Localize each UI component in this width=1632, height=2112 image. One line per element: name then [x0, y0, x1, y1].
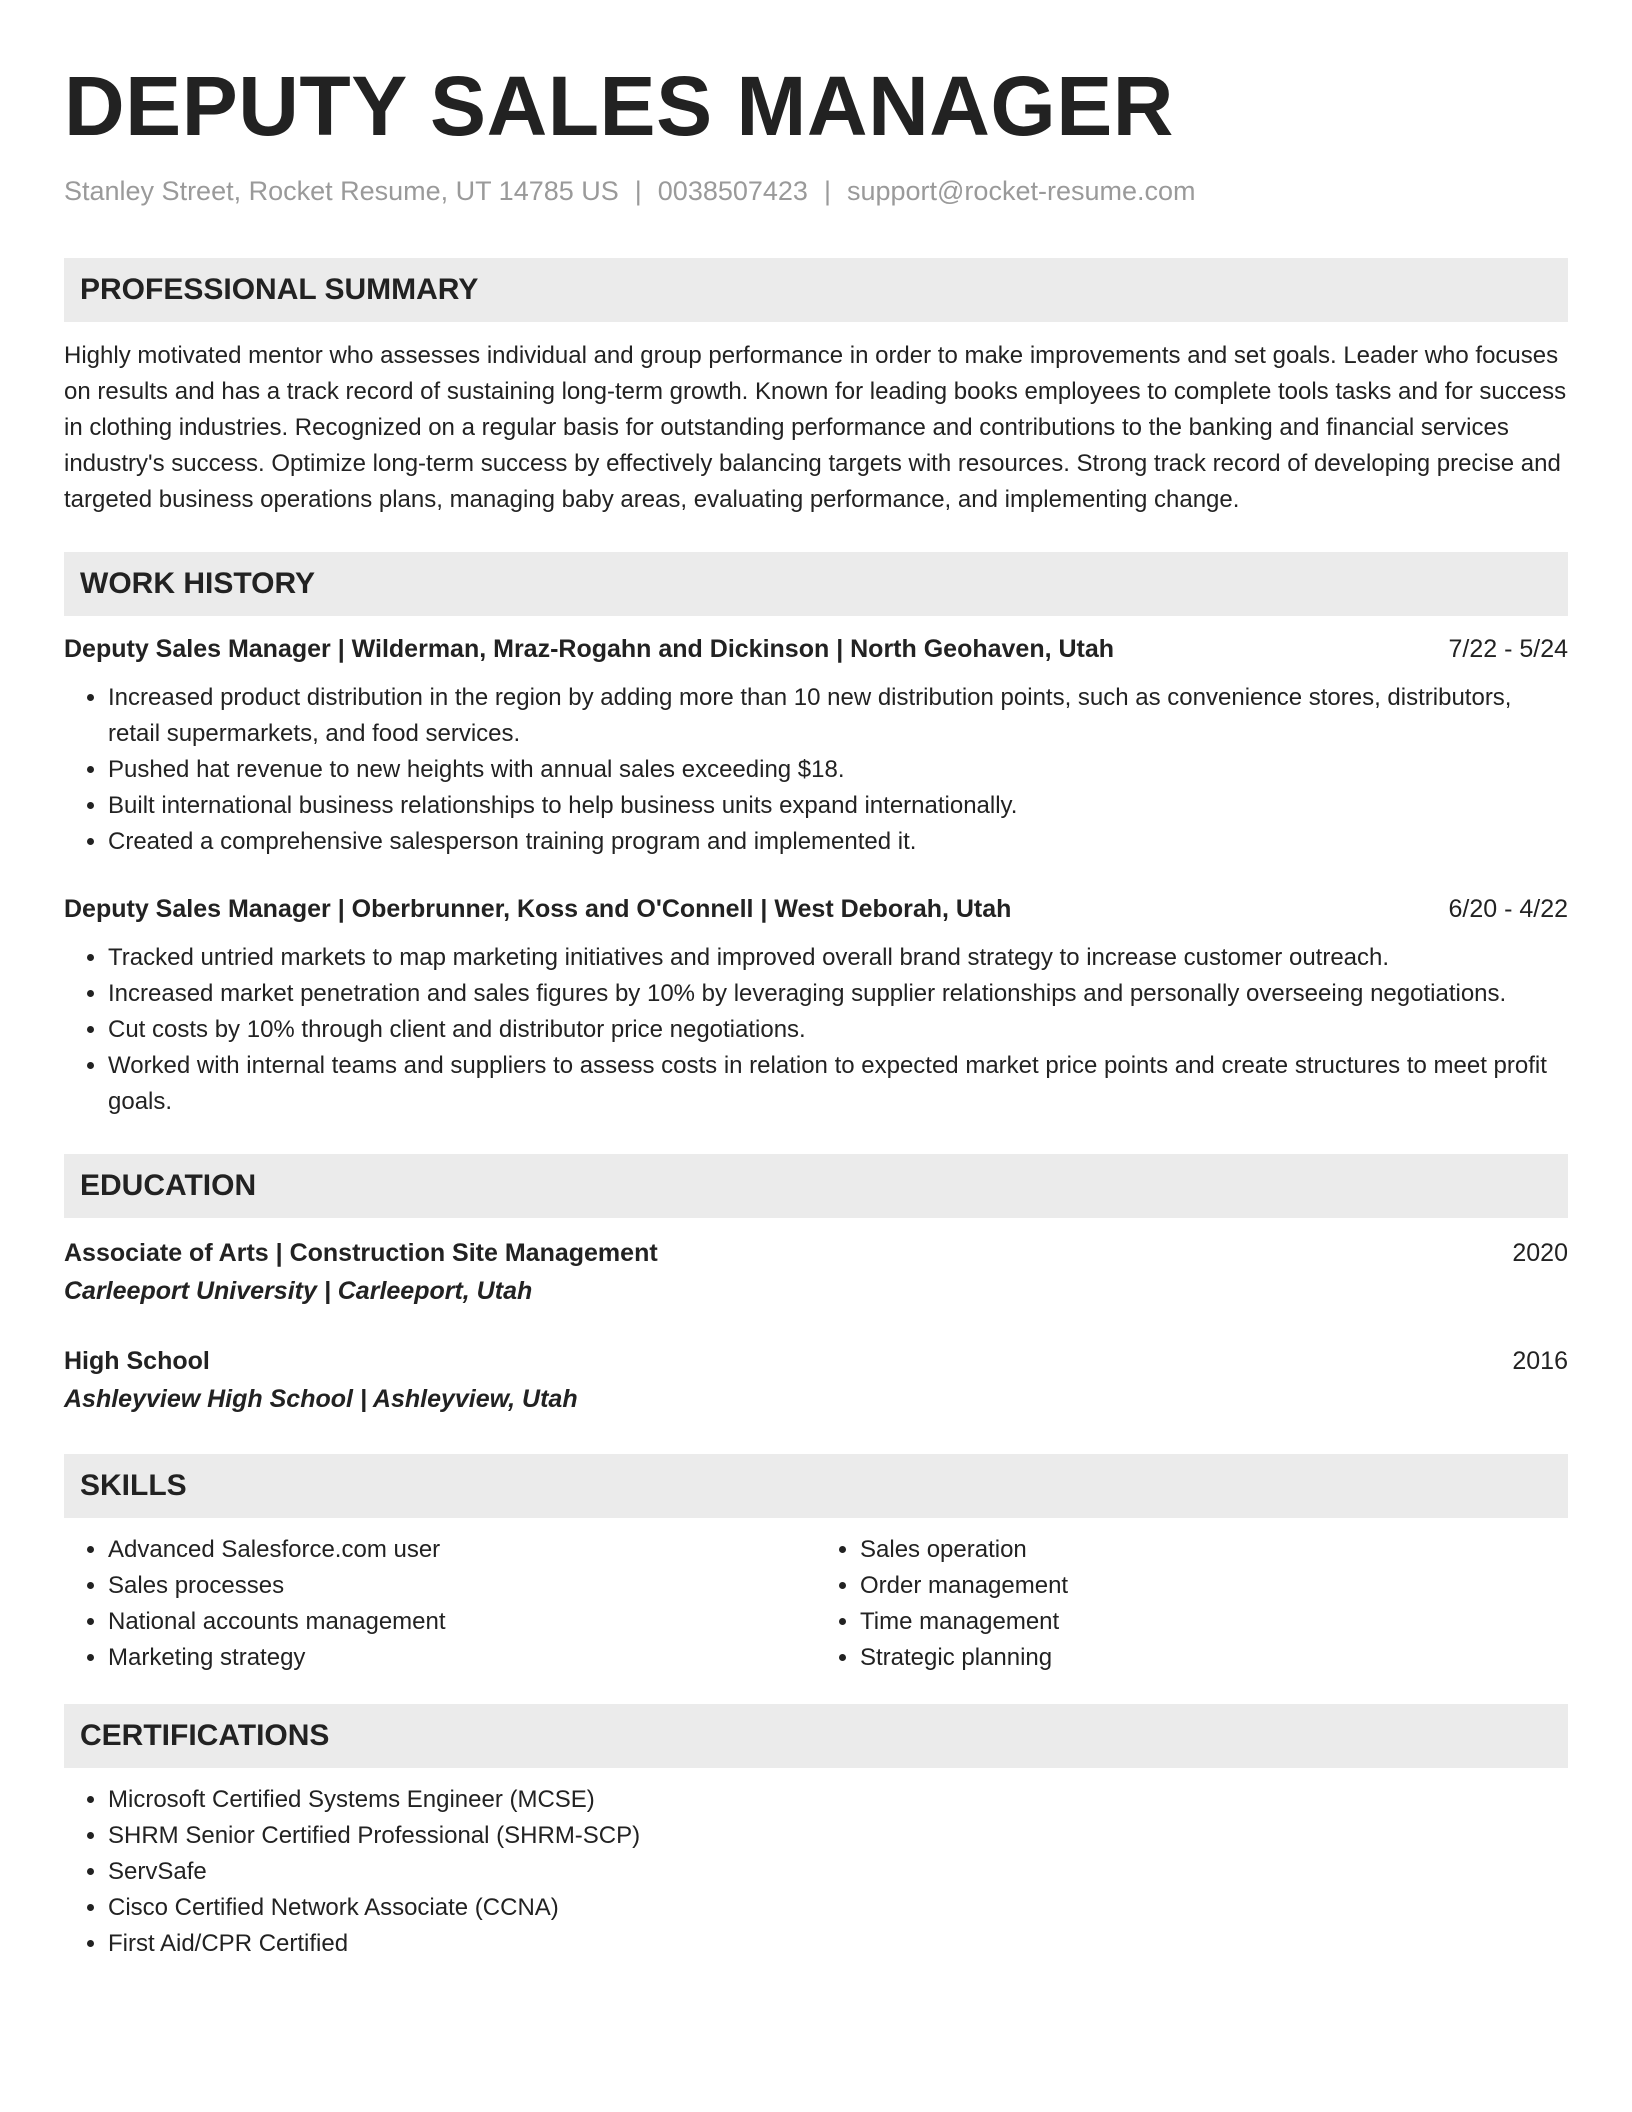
certification-item: • First Aid/CPR Certified: [108, 1926, 1568, 1962]
certification-item: • SHRM Senior Certified Professional (SHRM-SCP): [108, 1818, 1568, 1854]
job-bullet: • Increased product distribution in the region by adding more than 10 new distribution points, such as convenience stores, distributors, retail supermarkets, and food services.: [108, 680, 1568, 752]
section-heading-work-history: WORK HISTORY: [64, 552, 1568, 616]
job-bullet: • Built international business relationships to help business units expand internationally.: [108, 788, 1568, 824]
job-title: Deputy Sales Manager | Oberbrunner, Koss and O'Connell | West Deborah, Utah: [64, 895, 1012, 923]
contact-separator: |: [823, 176, 831, 206]
skill-item: • Sales operation: [860, 1532, 1568, 1568]
job-entry: [64, 892, 1568, 1120]
contact-line: [64, 174, 1568, 208]
job-title: Deputy Sales Manager | Wilderman, Mraz-Rogahn and Dickinson | North Geohaven, Utah: [64, 635, 1115, 663]
contact-address: Stanley Street, Rocket Resume, UT 14785 US: [64, 176, 619, 206]
education-school: Carleeport University | Carleeport, Utah: [64, 1277, 533, 1305]
section-heading-summary: PROFESSIONAL SUMMARY: [64, 258, 1568, 322]
skills-column-left: [64, 1532, 816, 1676]
skills-grid: [64, 1532, 1568, 1676]
skill-item: • Time management: [860, 1604, 1568, 1640]
skill-item: • Strategic planning: [860, 1640, 1568, 1676]
job-bullet: • Increased market penetration and sales figures by 10% by leveraging supplier relationships and personally overseeing negotiations.: [108, 976, 1568, 1012]
skills-list: [816, 1532, 1568, 1676]
summary-paragraph: Highly motivated mentor who assesses individual and group performance in order to make improvements and set goals. Leader who focuses on results and has a track record of sustaining long-term growth. Known for leading books employees to complete tools tasks and for success in clothing industries. Recognized on a regular basis for outstanding performance and contributions to the banking and financial services industry's success. Optimize long-term success by effectively balancing targets with resources. Strong track record of developing precise and targeted business operations plans, managing baby areas, evaluating performance, and implementing change.: [64, 342, 1567, 513]
skill-item: • Marketing strategy: [108, 1640, 816, 1676]
certifications-list: [64, 1782, 1568, 1962]
skills-column-right: [816, 1532, 1568, 1676]
skill-item: • Sales processes: [108, 1568, 816, 1604]
section-heading-education: EDUCATION: [64, 1154, 1568, 1218]
education-header: [64, 1342, 1568, 1380]
education-entry: [64, 1342, 1568, 1418]
contact-separator: |: [634, 176, 642, 206]
skills-list: [64, 1532, 816, 1676]
skill-item: • National accounts management: [108, 1604, 816, 1640]
candidate-title: DEPUTY SALES MANAGER: [64, 59, 1174, 153]
section-heading-skills: SKILLS: [64, 1454, 1568, 1518]
job-dates: 7/22 - 5/24: [1448, 635, 1568, 663]
education-degree: Associate of Arts | Construction Site Management: [64, 1239, 658, 1267]
contact-email: support@rocket-resume.com: [846, 176, 1196, 206]
job-bullet: • Worked with internal teams and suppliers to assess costs in relation to expected market price points and create structures to meet profit goals.: [108, 1048, 1568, 1120]
skill-item: • Advanced Salesforce.com user: [108, 1532, 816, 1568]
certification-item: • ServSafe: [108, 1854, 1568, 1890]
job-bullets: [64, 680, 1568, 860]
section-heading-certifications: CERTIFICATIONS: [64, 1704, 1568, 1768]
certification-item: • Microsoft Certified Systems Engineer (MCSE): [108, 1782, 1568, 1818]
education-year: 2016: [1512, 1347, 1568, 1375]
job-bullet: • Pushed hat revenue to new heights with annual sales exceeding $18.: [108, 752, 1568, 788]
education-school: Ashleyview High School | Ashleyview, Utah: [64, 1385, 578, 1413]
contact-phone: 0038507423: [657, 176, 808, 206]
job-bullets: [64, 940, 1568, 1120]
skill-item: • Order management: [860, 1568, 1568, 1604]
education-degree: High School: [64, 1347, 210, 1375]
job-bullet: • Created a comprehensive salesperson training program and implemented it.: [108, 824, 1568, 860]
certification-item: • Cisco Certified Network Associate (CCNA): [108, 1890, 1568, 1926]
job-bullet: • Tracked untried markets to map marketing initiatives and improved overall brand strategy to increase customer outreach.: [108, 940, 1568, 976]
job-header: [64, 632, 1568, 666]
job-entry: [64, 632, 1568, 860]
job-bullet: • Cut costs by 10% through client and distributor price negotiations.: [108, 1012, 1568, 1048]
education-header: [64, 1234, 1568, 1272]
education-year: 2020: [1512, 1239, 1568, 1267]
education-entry: [64, 1234, 1568, 1310]
job-dates: 6/20 - 4/22: [1448, 895, 1568, 923]
job-header: [64, 892, 1568, 926]
